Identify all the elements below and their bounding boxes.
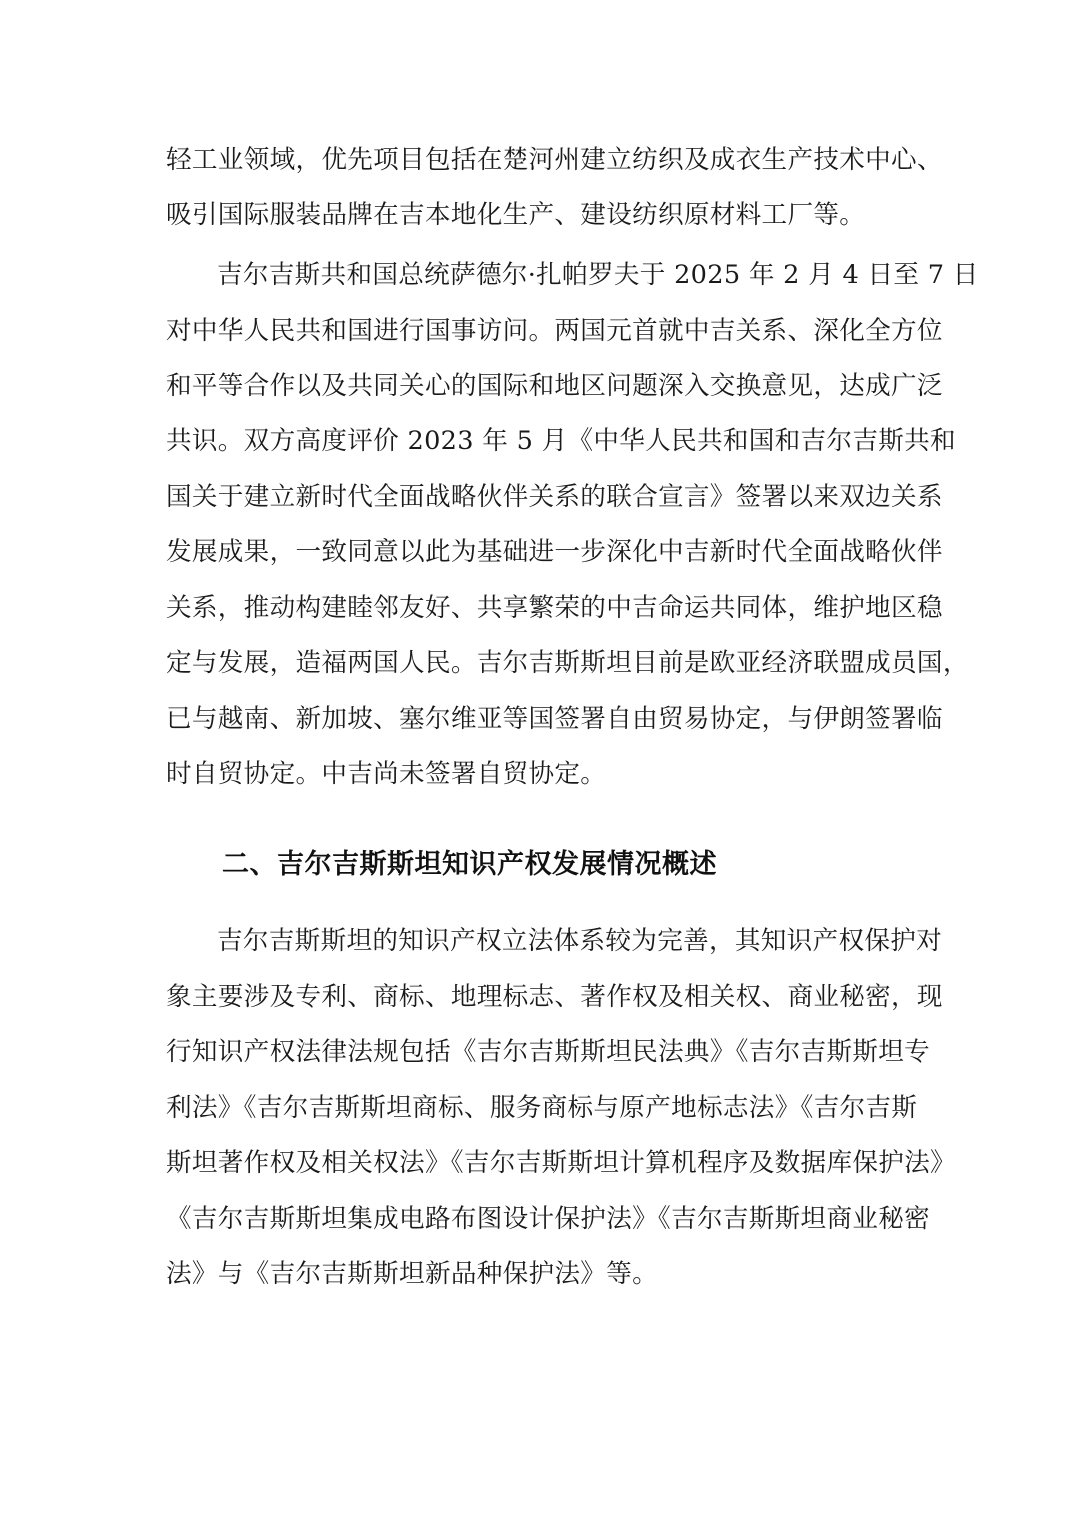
text-line: 利法》《吉尔吉斯斯坦商标、服务商标与原产地标志法》《吉尔吉斯 (166, 1093, 918, 1123)
text-line: 《吉尔吉斯斯坦集成电路布图设计保护法》《吉尔吉斯斯坦商业秘密 (166, 1204, 931, 1234)
text-line: 时自贸协定。中吉尚未签署自贸协定。 (166, 759, 607, 789)
text-line: 共识。双方高度评价 2023 年 5 月《中华人民共和国和吉尔吉斯共和 (166, 426, 956, 456)
text-line: 关系，推动构建睦邻友好、共享繁荣的中吉命运共同体，维护地区稳 (166, 593, 943, 623)
text-line: 已与越南、新加坡、塞尔维亚等国签署自由贸易协定，与伊朗签署临 (166, 704, 943, 734)
text-line: 象主要涉及专利、商标、地理标志、著作权及相关权、商业秘密，现 (166, 982, 943, 1012)
text-line: 发展成果，一致同意以此为基础进一步深化中吉新时代全面战略伙伴 (166, 537, 943, 567)
text-line: 定与发展，造福两国人民。吉尔吉斯斯坦目前是欧亚经济联盟成员国， (166, 648, 969, 678)
text-line: 吉尔吉斯共和国总统萨德尔·扎帕罗夫于 2025 年 2 月 4 日至 7 日 (217, 260, 979, 290)
section-heading: 二、吉尔吉斯斯坦知识产权发展情况概述 (222, 849, 717, 880)
text-line: 对中华人民共和国进行国事访问。两国元首就中吉关系、深化全方位 (166, 316, 943, 346)
text-line: 和平等合作以及共同关心的国际和地区问题深入交换意见，达成广泛 (166, 371, 943, 401)
text-line: 轻工业领域，优先项目包括在楚河州建立纺织及成衣生产技术中心、 (166, 145, 943, 175)
text-line: 国关于建立新时代全面战略伙伴关系的联合宣言》签署以来双边关系 (166, 482, 943, 512)
text-line: 行知识产权法律法规包括《吉尔吉斯斯坦民法典》《吉尔吉斯斯坦专 (166, 1037, 931, 1067)
text-line: 法》与《吉尔吉斯斯坦新品种保护法》等。 (166, 1259, 658, 1289)
text-line: 吸引国际服装品牌在吉本地化生产、建设纺织原材料工厂等。 (166, 200, 866, 230)
text-line: 吉尔吉斯斯坦的知识产权立法体系较为完善，其知识产权保护对 (217, 926, 943, 956)
text-line: 斯坦著作权及相关权法》《吉尔吉斯斯坦计算机程序及数据库保护法》 (166, 1148, 956, 1178)
